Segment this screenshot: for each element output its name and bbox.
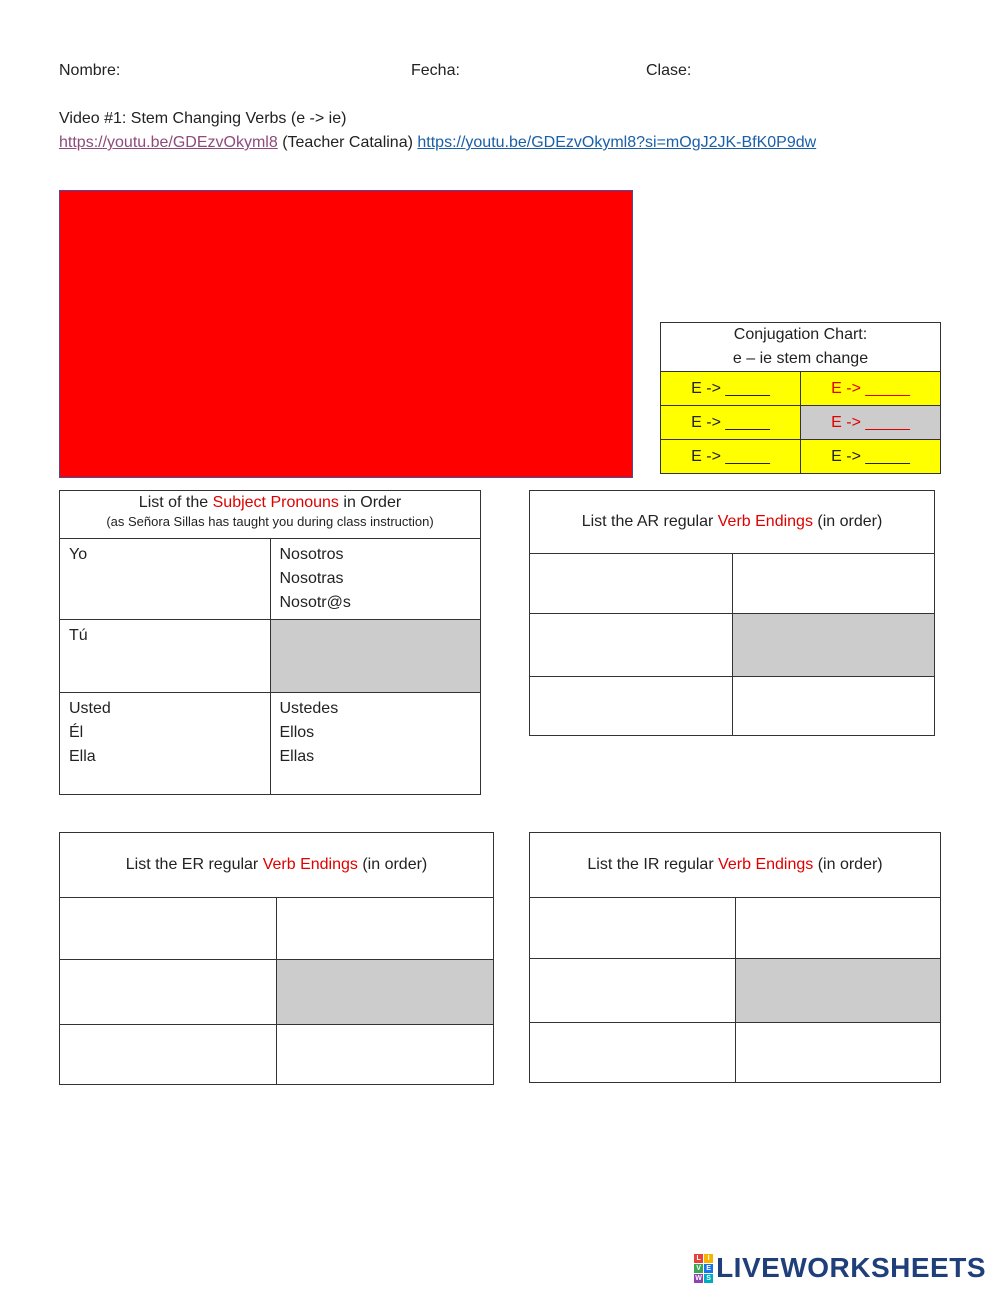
answer-cell[interactable] [735, 1023, 941, 1083]
pronoun-cell [60, 539, 271, 620]
video-link-1[interactable]: https://youtu.be/GDEzvOkyml8 [59, 134, 278, 151]
answer-cell[interactable] [530, 614, 733, 677]
conj-cell[interactable]: E -> _____ [661, 372, 801, 406]
title-highlight: Verb Endings [718, 856, 814, 873]
logo-letter: E [704, 1264, 713, 1273]
logo-letter: S [704, 1274, 713, 1283]
ir-endings-table [529, 832, 941, 1083]
answer-cell[interactable] [60, 898, 277, 960]
pronoun: Él [69, 724, 84, 741]
video-link-2[interactable]: https://youtu.be/GDEzvOkyml8?si=mOgJ2JK-BfK0P9dw [417, 134, 817, 151]
answer-cell[interactable] [530, 677, 733, 736]
logo-letter: I [704, 1254, 713, 1263]
pronoun: Yo [69, 546, 88, 563]
title-highlight: Subject Pronouns [212, 494, 339, 511]
conjugation-chart-title [661, 323, 941, 372]
er-endings-title [60, 833, 494, 898]
pronoun: Nosotras [279, 570, 344, 587]
conj-cell[interactable]: E -> _____ [801, 406, 941, 440]
ar-endings-title [530, 491, 935, 554]
answer-cell[interactable] [277, 1025, 494, 1085]
pronoun-cell [270, 693, 481, 795]
pronoun: Tú [69, 627, 88, 644]
video-title: Video #1: Stem Changing Verbs (e -> ie) [59, 110, 347, 127]
pronouns-subtitle: (as Señora Sillas has taught you during class instruction) [106, 514, 434, 529]
logo-icon [694, 1254, 713, 1283]
pronoun-cell [270, 539, 481, 620]
pronoun: Ellos [279, 724, 315, 741]
title-text: (in order) [812, 513, 883, 530]
answer-cell[interactable] [277, 898, 494, 960]
answer-cell[interactable] [530, 554, 733, 614]
answer-cell[interactable] [60, 960, 277, 1025]
ir-endings-title [530, 833, 941, 898]
logo-text: LIVEWORKSHEETS [716, 1252, 986, 1283]
title-highlight: Verb Endings [717, 513, 813, 530]
title-text: (in order) [357, 856, 428, 873]
pronoun: Ellas [279, 748, 315, 765]
title-highlight: Verb Endings [262, 856, 358, 873]
answer-cell-blank[interactable] [277, 960, 494, 1025]
logo-letter: V [694, 1264, 703, 1273]
answer-cell[interactable] [530, 898, 736, 959]
conj-cell[interactable]: E -> _____ [801, 440, 941, 474]
title-text: in Order [338, 494, 402, 511]
pronouns-title [60, 491, 481, 539]
title-text: (in order) [813, 856, 883, 873]
conjugation-title-line2: e – ie stem change [732, 350, 869, 367]
answer-cell[interactable] [60, 1025, 277, 1085]
class-label: Clase: [646, 62, 692, 79]
logo-letter: W [695, 1274, 702, 1282]
pronoun-cell [60, 620, 271, 693]
answer-cell[interactable] [530, 959, 736, 1023]
conj-cell[interactable]: E -> _____ [801, 372, 941, 406]
pronoun: Nosotros [279, 546, 344, 563]
pronoun: Ella [69, 748, 96, 765]
teacher-text: (Teacher Catalina) [277, 134, 418, 151]
conjugation-title-line1: Conjugation Chart: [733, 326, 868, 343]
video-links-line [59, 134, 816, 152]
answer-cell[interactable] [735, 898, 941, 959]
answer-cell-blank[interactable] [735, 959, 941, 1023]
title-text: List the AR regular [581, 513, 718, 530]
video-embed[interactable] [59, 190, 633, 478]
title-text: List of the [138, 494, 213, 511]
title-text: List the ER regular [125, 856, 263, 873]
pronoun-cell-blank[interactable] [270, 620, 481, 693]
liveworksheets-logo [694, 1252, 986, 1284]
pronoun: Ustedes [279, 700, 339, 717]
pronoun: Usted [69, 700, 111, 717]
pronoun-cell [60, 693, 271, 795]
title-text: List the IR regular [587, 856, 719, 873]
name-label: Nombre: [59, 62, 121, 79]
answer-cell[interactable] [530, 1023, 736, 1083]
answer-cell-blank[interactable] [732, 614, 935, 677]
conj-cell[interactable]: E -> _____ [661, 406, 801, 440]
pronoun: Nosotr@s [279, 594, 351, 611]
logo-letter: L [694, 1254, 703, 1263]
answer-cell[interactable] [732, 554, 935, 614]
conj-cell[interactable]: E -> _____ [661, 440, 801, 474]
subject-pronouns-table [59, 490, 481, 795]
date-label: Fecha: [411, 62, 460, 79]
er-endings-table [59, 832, 494, 1085]
ar-endings-table [529, 490, 935, 736]
answer-cell[interactable] [732, 677, 935, 736]
conjugation-chart [660, 322, 941, 474]
